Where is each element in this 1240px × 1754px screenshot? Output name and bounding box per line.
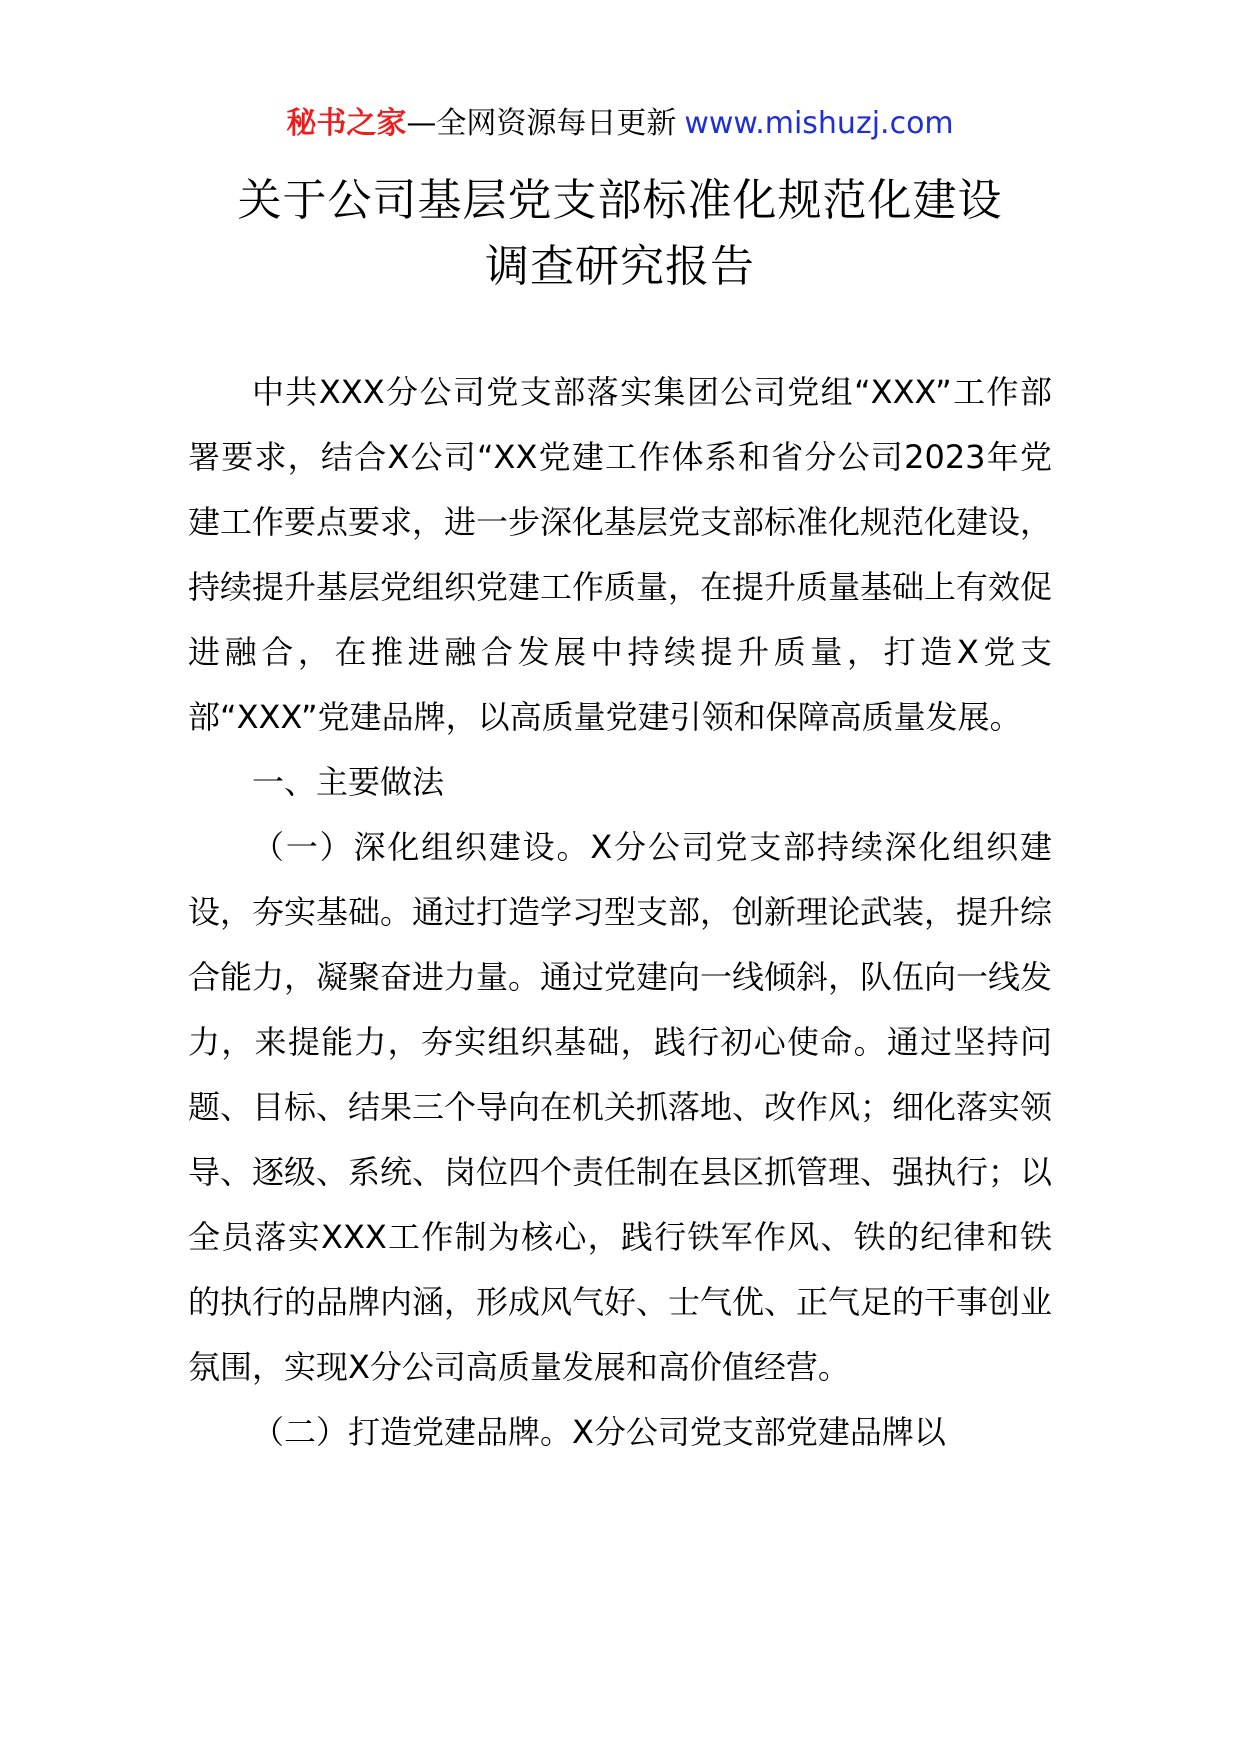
header-banner <box>0 104 1240 144</box>
section-heading: 一、主要做法 <box>252 763 445 801</box>
brand-name: 秘书之家 <box>286 106 407 141</box>
title-line-2: 调查研究报告 <box>485 241 755 292</box>
subsection-paragraph-2: （二）打造党建品牌。X分公司党支部党建品牌以 <box>252 1413 946 1451</box>
subsection-paragraph-1: （一）深化组织建设。X分公司党支部持续深化组织建设，夯实基础。通过打造学习型支部，创新理论武装，提升综合能力，凝聚奋进力量。通过党建向一线倾斜，队伍向一线发力，来提能力，夯实组织基础，践行初心使命。通过坚持问题、目标、结果三个导向在机关抓落地、改作风；细化落实领导、逐级、系统、岗位四个责任制在县区抓管理、强执行；以全员落实XXX工作制为核心，践行铁军作风、铁的纪律和铁的执行的品牌内涵，形成风气好、士气优、正气足的干事创业氛围，实现X分公司高质量发展和高价值经营。 <box>188 828 1053 1386</box>
title-line-1: 关于公司基层党支部标准化规范化建设 <box>237 175 1003 226</box>
document-body <box>188 360 1052 1465</box>
website-link[interactable]: www.mishuzj.com <box>684 106 954 141</box>
document-title <box>0 168 1240 300</box>
intro-paragraph: 中共XXX分公司党支部落实集团公司党组“XXX”工作部署要求，结合X公司“XX党建工作体系和省分公司2023年党建工作要点要求，进一步深化基层党支部标准化规范化建设，持续提升基层党组织党建工作质量，在提升质量基础上有效促进融合，在推进融合发展中持续提升质量，打造X党支部“XXX”党建品牌，以高质量党建引领和保障高质量发展。 <box>188 373 1053 736</box>
header-tagline: —全网资源每日更新 <box>406 106 677 141</box>
